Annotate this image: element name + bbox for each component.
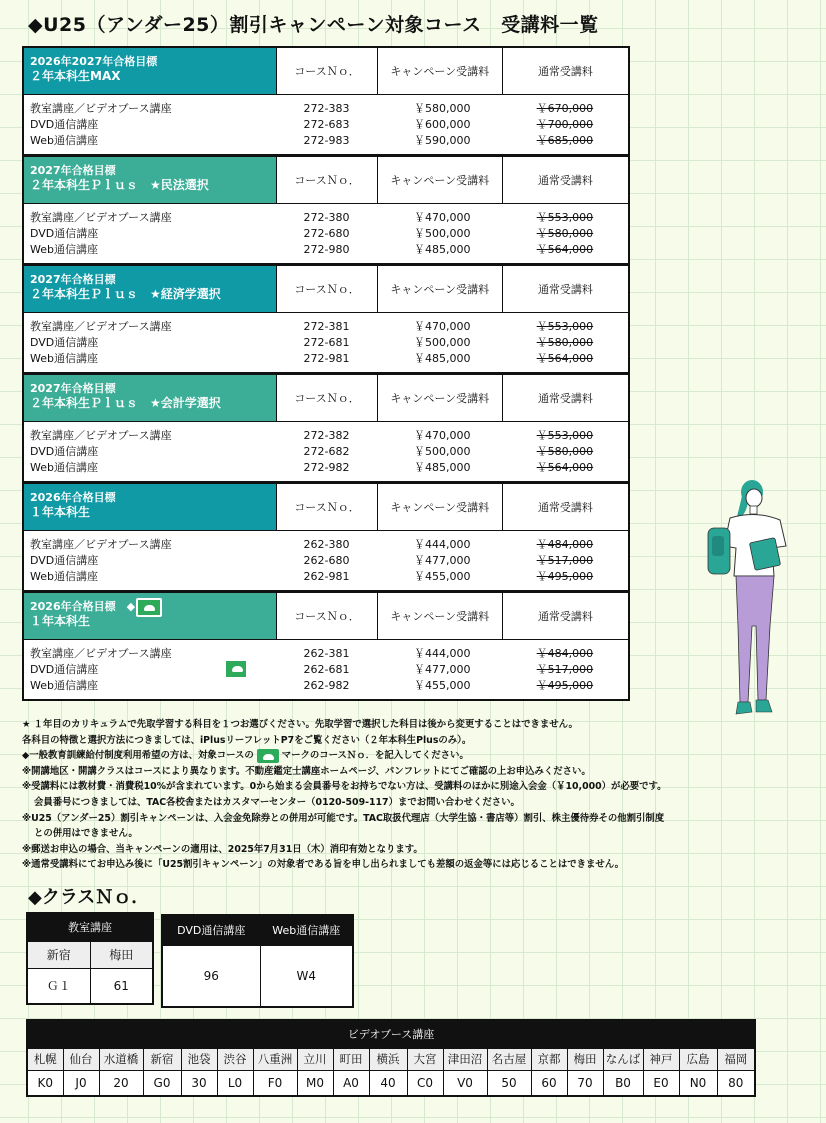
- regular-fee-header: 通常受講料: [502, 266, 628, 312]
- regular-fee-header: 通常受講料: [502, 157, 628, 203]
- regular-fee-header: 通常受講料: [502, 48, 628, 94]
- campaign-fee-header: キャンペーン受講料: [377, 484, 502, 530]
- table-row: Web通信講座 262-981 ￥455,000 ￥495,000: [30, 570, 594, 583]
- course-block: [24, 372, 628, 481]
- note: との併用はできません。: [34, 828, 138, 840]
- course-no-header: コースＮｏ．: [276, 484, 376, 530]
- education-benefit-icon: [224, 659, 248, 679]
- table-row: 教室講座／ビデオブース講座 272-380 ￥470,000 ￥553,000: [30, 211, 594, 224]
- education-benefit-icon: [136, 598, 162, 617]
- table-row: DVD通信講座 272-680 ￥500,000 ￥580,000: [30, 227, 594, 240]
- course-name: 2026年2027年合格目標 ２年本科生MAX: [24, 48, 276, 94]
- note: 各科目の特徴と選択方法につきましては、iPlusリーフレットP7をご覧ください（２年本科生Plusのみ）。: [22, 734, 472, 746]
- course-name: 2026年合格目標 １年本科生: [24, 484, 276, 530]
- course-no-header: コースＮｏ．: [276, 48, 376, 94]
- course-fee-table: [22, 46, 630, 701]
- note: ※通常受講料にてお申込み後に「U25割引キャンペーン」の対象者である旨を申し出られましても差額の返金等には応じることはできません。: [22, 859, 625, 871]
- table-row: Web通信講座 272-982 ￥485,000 ￥564,000: [30, 461, 594, 474]
- course-name: 2027年合格目標 ２年本科生Ｐｌｕｓ ★民法選択: [24, 157, 276, 203]
- video-booth-class-table: ビデオブース講座 札幌 仙台 水道橋 新宿 池袋 渋谷 八重洲 立川 町田 横浜 大宮 津田沼 名古屋 京都 梅田 なんば 神戸 広島 福岡 K0 J0 20 G0 30 L0 F0 M0 A0 40 C0 V0 50 60 70 B0 E0 N0 80: [26, 1019, 756, 1097]
- course-no-header: コースＮｏ．: [276, 375, 376, 421]
- campaign-fee-header: キャンペーン受講料: [377, 157, 502, 203]
- table-row: Web通信講座 272-980 ￥485,000 ￥564,000: [30, 243, 594, 256]
- table-row: DVD通信講座 262-681 ￥477,000 ￥517,000: [24, 662, 628, 678]
- table-row: Web通信講座 272-981 ￥485,000 ￥564,000: [30, 352, 594, 365]
- note: ◆一般教育訓練給付制度利用希望の方は、対象コースの マークのコースＮｏ．を記入してください。: [22, 750, 469, 762]
- table-row: DVD通信講座 272-681 ￥500,000 ￥580,000: [30, 336, 594, 349]
- table-row: 教室講座／ビデオブース講座 262-380 ￥444,000 ￥484,000: [30, 538, 594, 551]
- table-row: DVD通信講座 262-680 ￥477,000 ￥517,000: [30, 554, 594, 567]
- class-no-title: ◆クラスＮｏ．: [28, 887, 150, 908]
- student-illustration: [700, 476, 810, 726]
- regular-fee-header: 通常受講料: [502, 484, 628, 530]
- course-name: 2026年合格目標 ◆ １年本科生: [24, 593, 276, 639]
- note: 会員番号につきましては、TAC各校舎またはカスタマーセンター（0120-509-117）までお問い合わせください。: [34, 796, 520, 808]
- course-block: [24, 263, 628, 372]
- note: ※U25（アンダー25）割引キャンペーンは、入会金免除券との併用が可能です。TAC取扱代理店（大学生協・書店等）割引、株主優待券その他割引制度: [22, 812, 665, 824]
- table-row: 教室講座／ビデオブース講座 272-381 ￥470,000 ￥553,000: [30, 320, 594, 333]
- table-row: 教室講座／ビデオブース講座 272-383 ￥580,000 ￥670,000: [30, 102, 594, 115]
- note: ※開講地区・開講クラスはコースにより異なります。不動産鑑定士講座ホームページ、パンフレットにてご確認の上お申込みください。: [22, 765, 591, 777]
- table-row: DVD通信講座 272-683 ￥600,000 ￥700,000: [30, 118, 594, 131]
- campaign-fee-header: キャンペーン受講料: [377, 593, 502, 639]
- campaign-fee-header: キャンペーン受講料: [377, 375, 502, 421]
- table-row: Web通信講座 262-982 ￥455,000 ￥495,000: [30, 679, 594, 692]
- correspondence-class-table: DVD通信講座 Web通信講座 96 W4: [161, 914, 354, 1008]
- table-row: 教室講座／ビデオブース講座 262-381 ￥444,000 ￥484,000: [30, 647, 594, 660]
- course-no-header: コースＮｏ．: [276, 157, 376, 203]
- note: ※郵送お申込の場合、当キャンペーンの適用は、2025年7月31日（木）消印有効となります。: [22, 843, 423, 855]
- course-no-header: コースＮｏ．: [276, 593, 376, 639]
- campaign-fee-header: キャンペーン受講料: [377, 48, 502, 94]
- course-block: [24, 48, 628, 154]
- table-row: 教室講座／ビデオブース講座 272-382 ￥470,000 ￥553,000: [30, 429, 594, 442]
- regular-fee-header: 通常受講料: [502, 593, 628, 639]
- course-block: [24, 154, 628, 263]
- course-block: [24, 590, 628, 699]
- table-row: DVD通信講座 272-682 ￥500,000 ￥580,000: [30, 445, 594, 458]
- classroom-class-table: 教室講座 新宿 梅田 Ｇ１ 61: [26, 912, 154, 1005]
- education-benefit-icon: [257, 749, 279, 763]
- campaign-fee-header: キャンペーン受講料: [377, 266, 502, 312]
- regular-fee-header: 通常受講料: [502, 375, 628, 421]
- table-row: Web通信講座 272-983 ￥590,000 ￥685,000: [30, 134, 594, 147]
- notes: [22, 717, 818, 873]
- note: ★ １年目のカリキュラムで先取学習する科目を１つお選びください。先取学習で選択した科目は後から変更することはできません。: [22, 719, 578, 730]
- page-title: ◆U25（アンダー25）割引キャンペーン対象コース 受講料一覧: [28, 14, 599, 36]
- course-name: 2027年合格目標 ２年本科生Ｐｌｕｓ ★会計学選択: [24, 375, 276, 421]
- note: ※受講料には教材費・消費税10%が含まれています。0から始まる会員番号をお持ちでない方は、受講料のほかに別途入会金（￥10,000）が必要です。: [22, 781, 667, 793]
- course-block: [24, 481, 628, 590]
- course-no-header: コースＮｏ．: [276, 266, 376, 312]
- course-name: 2027年合格目標 ２年本科生Ｐｌｕｓ ★経済学選択: [24, 266, 276, 312]
